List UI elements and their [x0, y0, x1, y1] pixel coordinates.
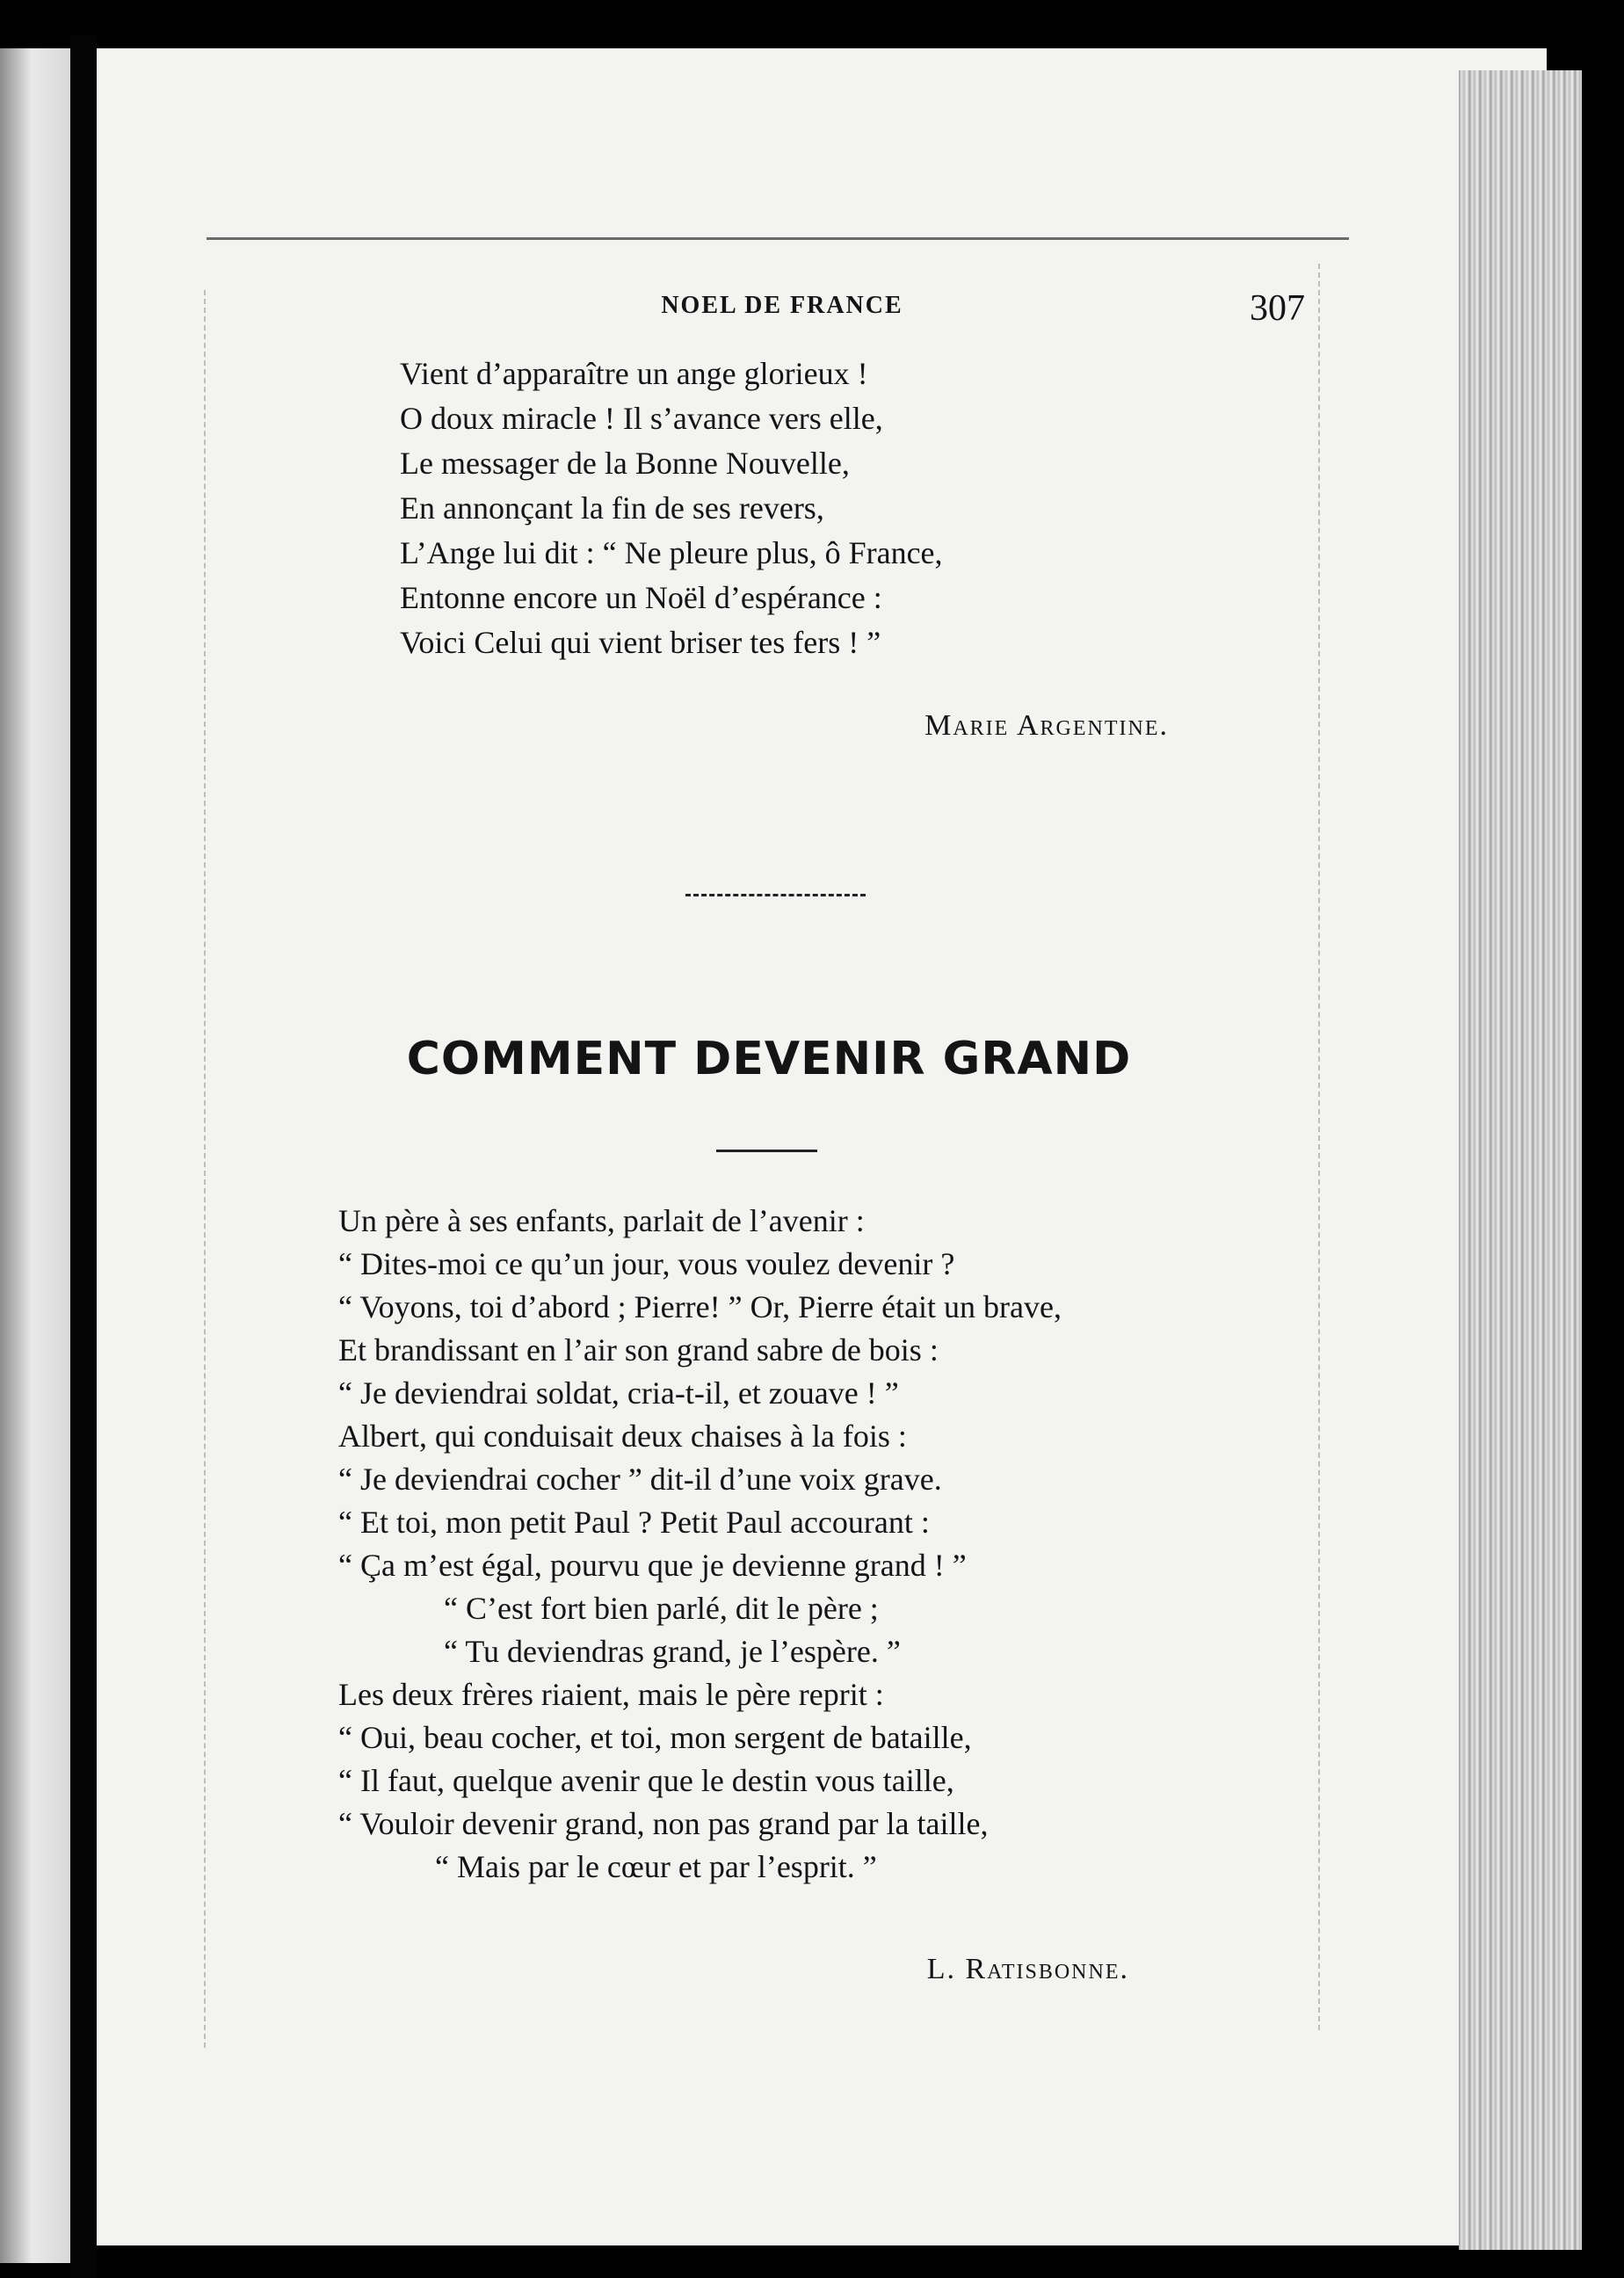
verse-line: “ Oui, beau cocher, et toi, mon sergent de bataille,: [338, 1720, 972, 1755]
poem-title: COMMENT DEVENIR GRAND: [406, 1033, 1132, 1085]
verse-line: Voici Celui qui vient briser tes fers ! ”: [400, 625, 881, 660]
verse-line: “ Je deviendrai cocher ” dit-il d’une voix grave.: [338, 1462, 942, 1497]
verse-line: “ Il faut, quelque avenir que le destin vous taille,: [338, 1763, 954, 1798]
verse-line: Un père à ses enfants, parlait de l’avenir :: [338, 1203, 865, 1238]
verse-line: Et brandissant en l’air son grand sabre de bois :: [338, 1332, 939, 1368]
title-underline: [716, 1150, 817, 1152]
section-separator: [685, 894, 866, 896]
verse-line: En annonçant la fin de ses revers,: [400, 490, 824, 526]
verse-line: “ C’est fort bien parlé, dit le père ;: [444, 1591, 879, 1626]
author-signature-ratisbonne: L. Ratisbonne.: [926, 1953, 1129, 1985]
verse-line: “ Tu deviendras grand, je l’espère. ”: [444, 1634, 901, 1669]
verse-line: Le messager de la Bonne Nouvelle,: [400, 446, 850, 481]
page-stack-edges: [1459, 70, 1582, 2250]
verse-line: “ Vouloir devenir grand, non pas grand par la taille,: [338, 1806, 989, 1841]
verse-line: Entonne encore un Noël d’espérance :: [400, 580, 882, 615]
verse-line: “ Dites-moi ce qu’un jour, vous voulez devenir ?: [338, 1246, 955, 1281]
verse-line: “ Mais par le cœur et par l’esprit. ”: [435, 1849, 877, 1884]
verse-line: O doux miracle ! Il s’avance vers elle,: [400, 401, 883, 436]
poem-noel-stanza: [400, 352, 1191, 665]
poem-comment-devenir-grand: [338, 1200, 1305, 1889]
book-gutter: [70, 35, 97, 2278]
verse-line: L’Ange lui dit : “ Ne pleure plus, ô France,: [400, 535, 943, 570]
verse-line: Les deux frères riaient, mais le père reprit :: [338, 1677, 884, 1712]
frame-line-left: [204, 290, 206, 2048]
verse-line: “ Voyons, toi d’abord ; Pierre! ” Or, Pierre était un brave,: [338, 1289, 1062, 1324]
verse-line: “ Je deviendrai soldat, cria-t-il, et zouave ! ”: [338, 1375, 899, 1411]
author-signature-argentine: Marie Argentine.: [924, 709, 1169, 742]
verse-line: Albert, qui conduisait deux chaises à la fois :: [338, 1418, 907, 1454]
page-number: 307: [1250, 288, 1305, 329]
header-rule: [207, 237, 1349, 240]
verse-line: Vient d’apparaître un ange glorieux !: [400, 356, 868, 391]
verse-line: “ Ça m’est égal, pourvu que je devienne grand ! ”: [338, 1548, 967, 1583]
running-title: NOEL DE FRANCE: [661, 292, 903, 319]
verse-line: “ Et toi, mon petit Paul ? Petit Paul accourant :: [338, 1505, 930, 1540]
frame-line-right: [1318, 264, 1320, 2030]
facing-page-edge: [0, 48, 70, 2263]
